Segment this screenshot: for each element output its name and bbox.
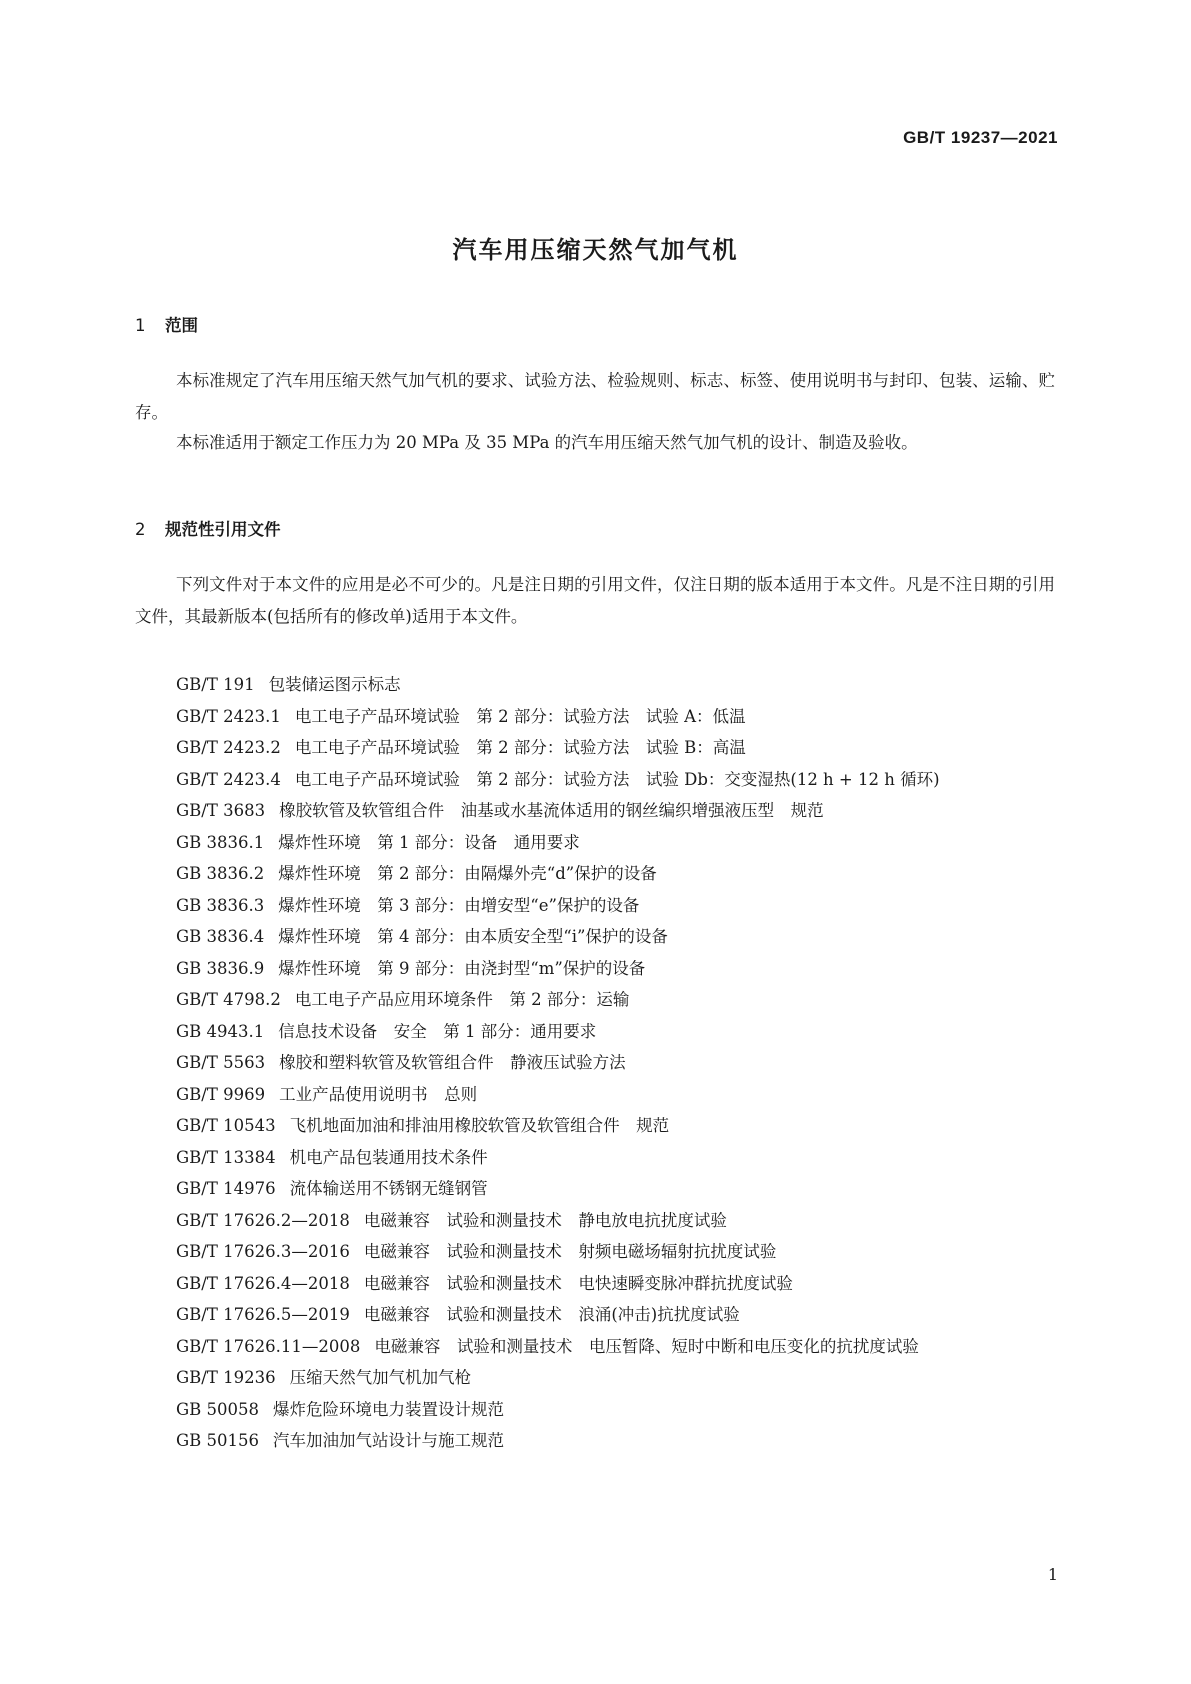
reference-code: GB 3836.4: [176, 927, 265, 946]
document-title: 汽车用压缩天然气加气机: [452, 236, 739, 264]
standard-code: GB/T 19237—2021: [903, 128, 1058, 147]
reference-title: 橡胶软管及软管组合件 油基或水基流体适用的钢丝编织增强液压型 规范: [279, 801, 824, 820]
reference-item: [135, 1173, 1055, 1205]
reference-code: GB 50058: [176, 1399, 260, 1419]
reference-code: GB/T 191: [176, 675, 255, 694]
reference-item: [135, 1110, 1055, 1142]
reference-item: [135, 1331, 1055, 1363]
reference-item: [135, 1268, 1055, 1300]
reference-item: [135, 795, 1055, 827]
reference-title: 爆炸性环境 第 3 部分：由增安型“e”保护的设备: [278, 895, 640, 915]
reference-code: GB/T 10543: [176, 1116, 276, 1135]
section-number: 2: [135, 520, 146, 539]
section-title: 规范性引用文件: [165, 520, 281, 539]
reference-list: [135, 669, 1055, 1457]
page-number: 1: [1047, 1565, 1058, 1584]
reference-title: 爆炸性环境 第 9 部分：由浇封型“m”保护的设备: [278, 958, 646, 978]
reference-item: [135, 1236, 1055, 1268]
reference-title: 机电产品包装通用技术条件: [289, 1147, 488, 1167]
section-1-heading: [135, 312, 198, 336]
reference-title: 电磁兼容 试验和测量技术 电快速瞬变脉冲群抗扰度试验: [363, 1273, 793, 1293]
reference-title: 包装储运图示标志: [268, 675, 401, 694]
reference-item: [135, 827, 1055, 859]
scope-paragraph-1: 本标准规定了汽车用压缩天然气加气机的要求、试验方法、检验规则、标志、标签、使用说明书与封印、包装、运输、贮存。: [135, 371, 1055, 422]
reference-title: 电工电子产品环境试验 第 2 部分：试验方法 试验 Db：交变湿热(12 h + 12 h 循环): [294, 769, 940, 789]
section-number: 1: [135, 316, 146, 335]
reference-code: GB/T 14976: [176, 1179, 276, 1198]
reference-code: GB 3836.1: [176, 832, 265, 852]
references-intro-paragraph: 下列文件对于本文件的应用是必不可少的。凡是注日期的引用文件，仅注日期的版本适用于本文件。凡是不注日期的引用文件，其最新版本(包括所有的修改单)适用于本文件。: [135, 575, 1055, 626]
reference-code: GB/T 5563: [176, 1053, 266, 1072]
reference-code: GB/T 17626.5—2019: [176, 1305, 350, 1324]
reference-item: [135, 1047, 1055, 1079]
reference-item: [135, 1079, 1055, 1111]
reference-title: 橡胶和塑料软管及软管组合件 静液压试验方法: [279, 1053, 626, 1072]
reference-code: GB/T 17626.3—2016: [176, 1242, 350, 1261]
reference-code: GB/T 17626.2—2018: [176, 1210, 350, 1230]
reference-item: [135, 1425, 1055, 1457]
reference-code: GB/T 9969: [176, 1084, 266, 1104]
reference-title: 爆炸性环境 第 1 部分：设备 通用要求: [278, 832, 580, 852]
reference-code: GB/T 17626.11—2008: [176, 1336, 361, 1356]
reference-title: 电磁兼容 试验和测量技术 射频电磁场辐射抗扰度试验: [363, 1242, 777, 1261]
reference-code: GB 3836.3: [176, 895, 265, 915]
reference-title: 工业产品使用说明书 总则: [279, 1084, 478, 1104]
reference-item: [135, 858, 1055, 890]
reference-item: [135, 669, 1055, 701]
reference-item: [135, 890, 1055, 922]
reference-code: GB/T 2423.4: [176, 769, 281, 789]
reference-title: 电工电子产品应用环境条件 第 2 部分：运输: [294, 990, 630, 1009]
reference-title: 电工电子产品环境试验 第 2 部分：试验方法 试验 B：高温: [294, 738, 746, 757]
reference-title: 电磁兼容 试验和测量技术 静电放电抗扰度试验: [363, 1210, 727, 1230]
reference-title: 电磁兼容 试验和测量技术 电压暂降、短时中断和电压变化的抗扰度试验: [374, 1336, 919, 1356]
reference-title: 爆炸危险环境电力装置设计规范: [273, 1399, 505, 1419]
reference-item: [135, 1016, 1055, 1048]
reference-code: GB/T 17626.4—2018: [176, 1273, 350, 1293]
reference-code: GB 50156: [176, 1431, 260, 1450]
reference-code: GB/T 2423.1: [176, 706, 281, 726]
section-title: 范围: [165, 316, 198, 335]
reference-item: [135, 984, 1055, 1016]
reference-code: GB/T 4798.2: [176, 990, 281, 1009]
reference-item: [135, 1142, 1055, 1174]
reference-item: [135, 953, 1055, 985]
section-2-heading: [135, 516, 281, 540]
reference-code: GB 3836.2: [176, 864, 265, 883]
reference-code: GB/T 13384: [176, 1147, 276, 1167]
reference-item: [135, 1362, 1055, 1394]
reference-title: 飞机地面加油和排油用橡胶软管及软管组合件 规范: [289, 1116, 670, 1135]
reference-item: [135, 1205, 1055, 1237]
reference-title: 电磁兼容 试验和测量技术 浪涌(冲击)抗扰度试验: [363, 1305, 740, 1324]
reference-title: 流体输送用不锈钢无缝钢管: [289, 1179, 488, 1198]
reference-code: GB/T 3683: [176, 801, 266, 820]
reference-code: GB 3836.9: [176, 958, 265, 978]
reference-item: [135, 1394, 1055, 1426]
reference-item: [135, 764, 1055, 796]
reference-code: GB 4943.1: [176, 1021, 265, 1041]
reference-title: 电工电子产品环境试验 第 2 部分：试验方法 试验 A：低温: [294, 706, 746, 726]
reference-title: 爆炸性环境 第 4 部分：由本质安全型“i”保护的设备: [278, 927, 668, 946]
reference-code: GB/T 19236: [176, 1368, 276, 1387]
reference-title: 爆炸性环境 第 2 部分：由隔爆外壳“d”保护的设备: [278, 864, 657, 883]
reference-item: [135, 921, 1055, 953]
reference-item: [135, 701, 1055, 733]
reference-item: [135, 1299, 1055, 1331]
reference-title: 压缩天然气加气机加气枪: [289, 1368, 472, 1387]
reference-title: 信息技术设备 安全 第 1 部分：通用要求: [278, 1021, 597, 1041]
reference-title: 汽车加油加气站设计与施工规范: [273, 1431, 505, 1450]
reference-item: [135, 732, 1055, 764]
scope-paragraph-2: 本标准适用于额定工作压力为 20 MPa 及 35 MPa 的汽车用压缩天然气加气机的设计、制造及验收。: [176, 433, 918, 452]
reference-code: GB/T 2423.2: [176, 738, 281, 757]
